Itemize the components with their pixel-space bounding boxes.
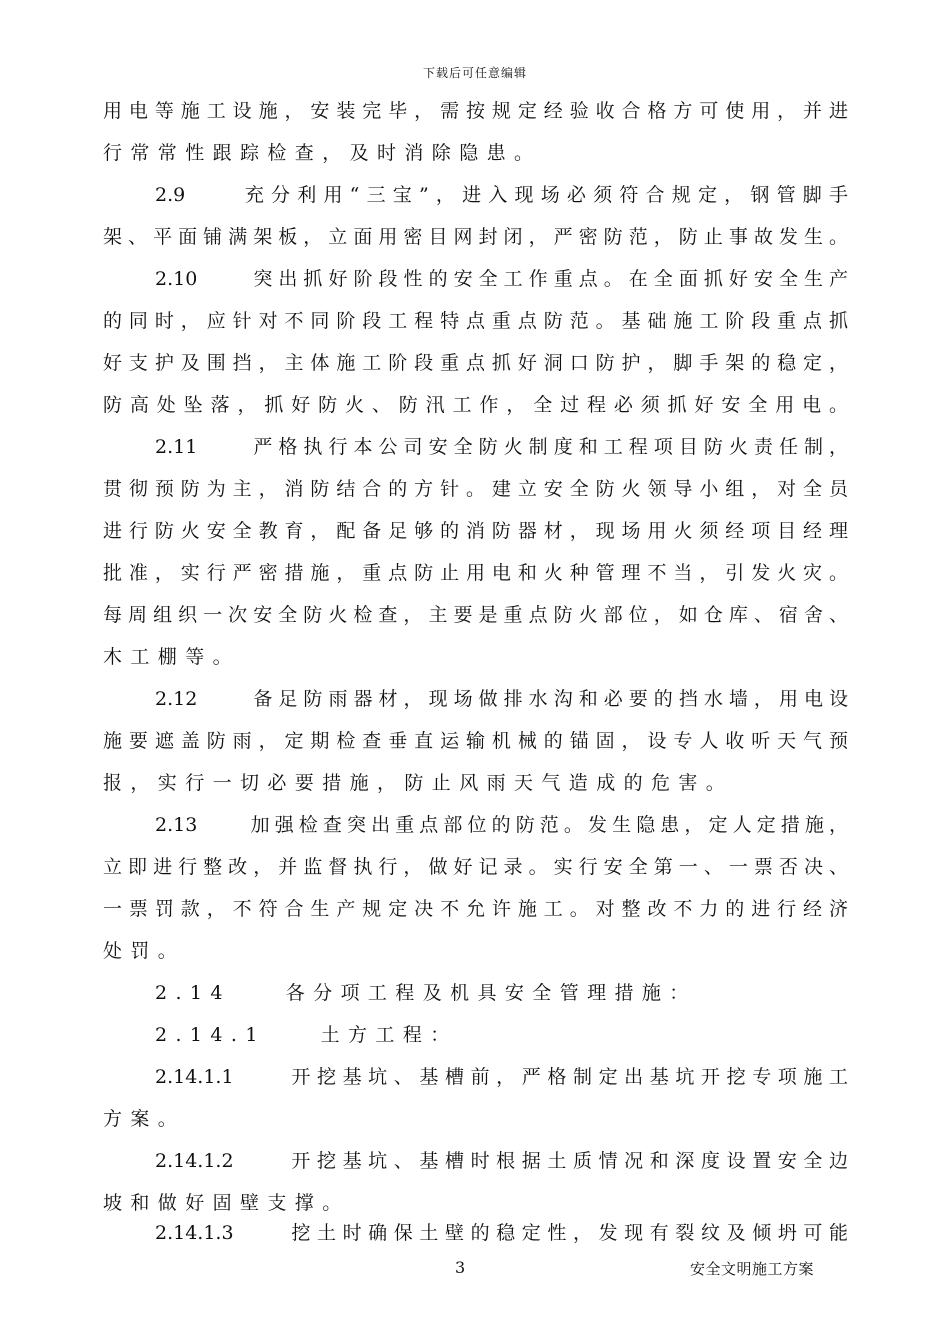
page-number: 3 [455,1258,466,1277]
text-line: 坡和做好固壁支撑。 [103,1192,350,1214]
text-line: 施要遮盖防雨，定期检查垂直运输机械的锚固，设专人收听天气预 [103,730,848,752]
text-line: 每周组织一次安全防火检查，主要是重点防火部位，如仓库、宿舍、 [103,604,848,626]
text-line: 的同时，应针对不同阶段工程特点重点防范。基础施工阶段重点抓 [103,310,848,332]
text-line: 2.13 加强检查突出重点部位的防范。发生隐患，定人定措施， [155,814,848,836]
text-line: 2.14.1.1 开挖基坑、基槽前，严格制定出基坑开挖专项施工 [155,1066,848,1088]
text-line: 2.12 备足防雨器材，现场做排水沟和必要的挡水墙，用电设 [155,688,848,710]
text-line: 2.9 充分利用“三宝”，进入现场必须符合规定，钢管脚手 [155,184,848,206]
text-line: 批准，实行严密措施，重点防止用电和火种管理不当，引发火灾。 [103,562,848,584]
text-line: 木工棚等。 [103,646,241,668]
text-line: 用电等施工设施，安装完毕，需按规定经验收合格方可使用，并进 [103,100,848,122]
text-line: 2.11 严格执行本公司安全防火制度和工程项目防火责任制， [155,436,848,458]
text-line: 架、平面铺满架板，立面用密目网封闭，严密防范，防止事故发生。 [103,226,848,248]
text-line: 2.14.1.2 开挖基坑、基槽时根据土质情况和深度设置安全边 [155,1150,848,1172]
text-line: 好支护及围挡，主体施工阶段重点抓好洞口防护，脚手架的稳定， [103,352,848,374]
text-line: 2.14.1 土方工程： [155,1024,458,1046]
text-line: 2.14 各分项工程及机具安全管理措施： [155,982,697,1004]
footer-doc-title: 安全文明施工方案 [690,1260,815,1278]
text-line: 行常常性跟踪检查，及时消除隐患。 [103,142,542,164]
text-line: 贯彻预防为主，消防结合的方针。建立安全防火领导小组，对全员 [103,478,848,500]
text-line: 处罚。 [103,940,186,962]
text-line: 方案。 [103,1108,186,1130]
text-line: 2.14.1.3 挖土时确保土壁的稳定性，发现有裂纹及倾坍可能 [155,1222,848,1244]
page-header: 下载后可任意编辑 [422,66,527,80]
text-line: 进行防火安全教育，配备足够的消防器材，现场用火须经项目经理 [103,520,848,542]
text-line: 立即进行整改，并监督执行，做好记录。实行安全第一、一票否决、 [103,856,848,878]
text-line: 防高处坠落，抓好防火、防汛工作，全过程必须抓好安全用电。 [103,394,848,416]
text-line: 一票罚款，不符合生产规定决不允许施工。对整改不力的进行经济 [103,898,848,920]
text-line: 报，实行一切必要措施，防止风雨天气造成的危害。 [103,772,734,794]
text-line: 2.10 突出抓好阶段性的安全工作重点。在全面抓好安全生产 [155,268,848,290]
